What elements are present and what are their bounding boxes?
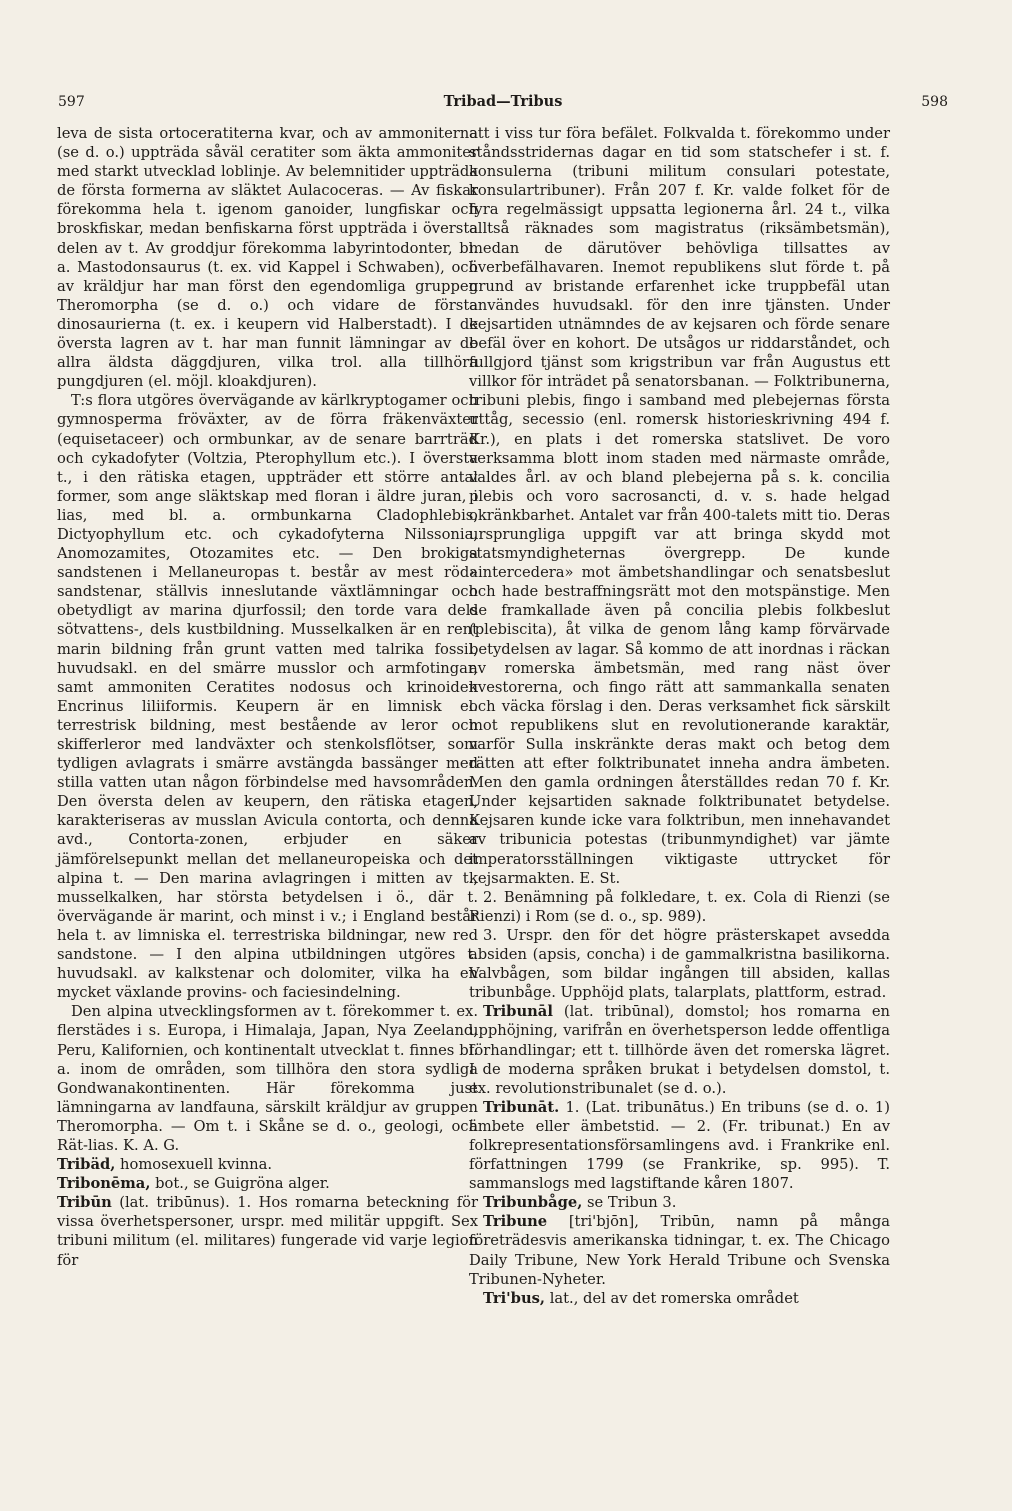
definition-tribunal: (lat. tribūnal), domstol; hos romarna en upphöjning, varifrån en överhetsperson ledde offentliga förhandlingar; ett t. tillhörde även det romerska lägret. I de moderna språken brukat i betydelsen domstol, t. ex. revolutionstribunalet (se d. o.).	[469, 1003, 890, 1097]
running-title: Tribad—Tribus	[443, 93, 563, 110]
definition-tribus: lat., del av det romerska området	[549, 1289, 799, 1307]
entry-tribunbage	[469, 1193, 890, 1212]
entry-tribunal	[469, 1002, 890, 1097]
entry-tribad	[57, 1155, 478, 1174]
page-number-left: 597	[58, 94, 85, 110]
headword-tribus: Tri'bus,	[483, 1289, 546, 1307]
definition-tribun: (lat. tribūnus). 1. Hos romarna beteckning för vissa överhetspersoner, urspr. med militär uppgift. Sex tribuni militum (el. militares) fungerade vid varje legion för	[57, 1194, 478, 1269]
definition-tribonema: bot., se Guigröna alger.	[155, 1175, 330, 1193]
right-column	[469, 124, 890, 1486]
entry-tribus	[469, 1289, 890, 1308]
headword-tribun: Tribūn	[57, 1194, 112, 1212]
page-header	[58, 93, 948, 115]
headword-tribunbage: Tribunbåge,	[483, 1194, 583, 1212]
paragraph-flora: T:s flora utgöres övervägande av kärlkryptogamer och gymnosperma fröväxter, av de förra fräkenväxter (equisetaceer) och ormbunkar, av de senare barrträd och cykadofyter (Voltzia, Pterophyllum etc.). I översta t., i den rätiska etagen, uppträder ett större antal former, som ange släktskap med floran i äldre juran, i lias, med bl. a. ormbunkarna Cladophlebis, Dictyophyllum etc. och cykadofyterna Nilssonia, Anomozamites, Otozamites etc. — Den brokiga sandstenen i Mellaneuropas t. består av mest röda sandstenar, ställvis inneslutande växtlämningar och obetydligt av marina djurfossil; den torde vara dels sötvattens-, dels kustbildning. Musselkalken är en rent marin bildning från grunt vatten med talrika fossil, huvudsakl. en del smärre musslor och armfotingar, samt ammoniten Ceratites nodosus och krinoiden Encrinus liliiformis. Keupern är en limnisk el. terrestrisk bildning, mest bestående av leror och skifferleror med landväxter och stenkolsflötser, som tydligen avlagrats i smärre avstängda bassänger med stilla vatten utan någon förbindelse med havsområden. Den översta delen av keupern, den rätiska etagen, karakteriseras av musslan Avicula contorta, och denna avd., Contorta-zonen, erbjuder en säker jämförelsepunkt mellan det mellaneuropeiska och det alpina t. — Den marina avlagringen i mitten av t., musselkalken, har största betydelsen i ö., där t. övervägande är marint, och minst i v.; i England består hela t. av limniska el. terrestriska bildningar, new red sandstone. — I den alpina utbildningen utgöres t. huvudsakl. av kalkstenar och dolomiter, vilka ha en mycket växlande provins- och faciesindelning.	[57, 392, 478, 1002]
paragraph-fauna: leva de sista ortoceratiterna kvar, och av ammoniterna (se d. o.) uppträda såväl ceratiter som äkta ammoniter med starkt utvecklad loblinje. Av belemnitider uppträda de första formerna av släktet Aulacoceras. — Av fiskar förekomma hela t. igenom ganoider, lungfiskar och broskfiskar, medan benfiskarna först uppträda i översta delen av t. Av groddjur förekomma labyrintodonter, bl. a. Mastodonsaurus (t. ex. vid Kappel i Schwaben), och av kräldjur har man först den egendomliga gruppen Theromorpha (se d. o.) och vidare de första dinosaurierna (t. ex. i keupern vid Halberstadt). I de översta lagren av t. har man funnit lämningar av de allra äldsta däggdjuren, vilka trol. alla tillhöra pungdjuren (el. möjl. kloakdjuren).	[57, 125, 478, 391]
paragraph-tribun-continued: att i viss tur föra befälet. Folkvalda t. förekommo under ståndsstridernas dagar en tid som statschefer i st. f. konsulerna (tribuni militum consulari potestate, konsulartribuner). Från 207 f. Kr. valde folket för de fyra regelmässigt uppsatta legionerna årl. 24 t., vilka alltså räknades som magistratus (riksämbetsmän), medan de därutöver behövliga tillsattes av överbefälhavaren. Inemot republikens slut förde t. på grund av bristande erfarenhet icke truppbefäl utan användes huvudsakl. för den inre tjänsten. Under kejsartiden utnämndes de av kejsaren och förde senare befäl över en kohort. De utsågos ur riddarståndet, och fullgjord tjänst som krigstribun var från Augustus ett villkor för inträdet på senatorsbanan. — Folktribunerna, tribuni plebis, fingo i samband med plebejernas första uttåg, secessio (enl. romersk historieskrivning 494 f. Kr.), en plats i det romerska statslivet. De voro verksamma blott inom staden med närmaste område, valdes årl. av och bland plebejerna på s. k. concilia plebis och voro sacrosancti, d. v. s. hade helgad okränkbarhet. Antalet var från 400-talets mitt tio. Deras ursprungliga uppgift var att bringa skydd mot statsmyndigheternas övergrepp. De kunde »intercedera» mot ämbetshandlingar och senatsbeslut och hade bestraffningsrätt mot den motspänstige. Men de framkallade även på concilia plebis folkbeslut (plebiscita), åt vilka de genom lång kamp förvärvade betydelsen av lagar. Så kommo de att inordnas i räckan av romerska ämbetsmän, med rang näst över kvestorerna, och fingo rätt att sammankalla senaten och väcka förslag i den. Deras verksamhet fick särskilt mot republikens slut en revolutionerande karaktär, varför Sulla inskränkte deras makt och betog dem rätten att efter folktribunatet inneha andra ämbeten. Men den gamla ordningen återställdes redan 70 f. Kr. Under kejsartiden saknade folktribunatet betydelse. Kejsaren kunde icke vara folktribun, men innehavandet av tribunicia potestas (tribunmyndighet) var jämte imperatorsställningen viktigaste uttrycket för kejsarmakten. E. St.	[469, 125, 890, 887]
entry-tribune	[469, 1212, 890, 1288]
entry-tribonema	[57, 1174, 478, 1193]
headword-tribunal: Tribunāl	[483, 1003, 553, 1021]
headword-tribonema: Tribonēma,	[57, 1175, 151, 1193]
entry-tribunat	[469, 1098, 890, 1193]
paragraph-alpine: Den alpina utvecklingsformen av t. förekommer t. ex. flerstädes i s. Europa, i Himalaja, Japan, Nya Zeeland, Peru, Kalifornien, och kontinentalt utvecklat t. finnes bl. a. inom de områden, som tillhöra den stora sydliga Gondwanakontinenten. Här förekomma just lämningarna av landfauna, särskilt kräldjur av gruppen Theromorpha. — Om t. i Skåne se d. o., geologi, och Rät-lias. K. A. G.	[57, 1003, 478, 1154]
definition-tribune: [tri'bjōn], Tribūn, namn på många företrädesvis amerikanska tidningar, t. ex. The Chicago Daily Tribune, New York Herald Tribune och Svenska Tribunen-Nyheter.	[469, 1213, 891, 1288]
paragraph-tribun-3: 3. Urspr. den för det högre prästerskapet avsedda absiden (apsis, concha) i de gammalkristna basilikorna. Valvbågen, som bildar ingången till absiden, kallas tribunbåge. Upphöjd plats, talarplats, plattform, estrad.	[469, 926, 890, 1002]
definition-tribunat: 1. (Lat. tribunātus.) En tribuns (se d. o. 1) ämbete eller ämbetstid. — 2. (Fr. tribunat.) En av folkrepresentationsförsamlingens avd. i Frankrike enl. författningen 1799 (se Frankrike, sp. 995). T. sammanslogs med lagstiftande kåren 1807.	[469, 1098, 890, 1193]
definition-tribunbage: se Tribun 3.	[587, 1194, 677, 1212]
headword-tribunat: Tribunāt.	[483, 1098, 560, 1116]
headword-tribune: Tribune	[483, 1213, 548, 1231]
left-column	[57, 124, 478, 1486]
paragraph-tribun-2: 2. Benämning på folkledare, t. ex. Cola di Rienzi (se Rienzi) i Rom (se d. o., sp. 989).	[469, 888, 890, 925]
page-number-right: 598	[921, 94, 948, 110]
entry-tribun	[57, 1193, 478, 1269]
definition-tribad: homosexuell kvinna.	[120, 1156, 273, 1174]
headword-tribad: Tribäd,	[57, 1156, 116, 1174]
